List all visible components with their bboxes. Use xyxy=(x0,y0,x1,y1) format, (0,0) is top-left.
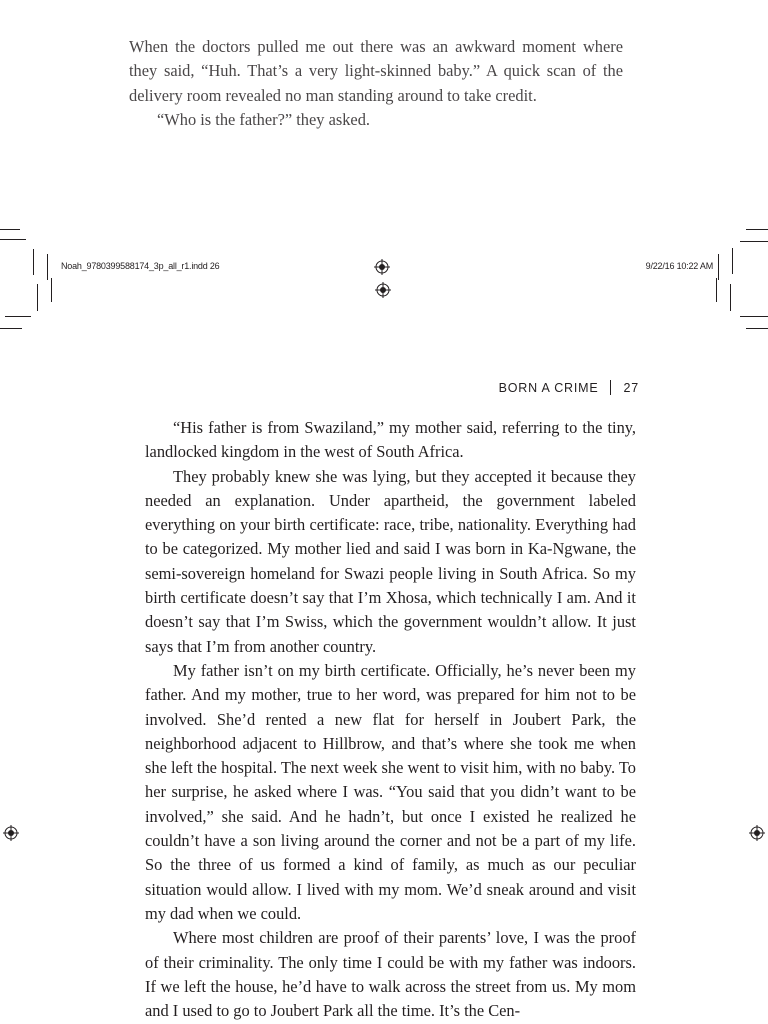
crop-mark xyxy=(718,254,719,280)
paragraph: “His father is from Swaziland,” my mother said, referring to the tiny, landlocked kingdom in the west of South Africa. xyxy=(145,418,636,462)
paragraph: When the doctors pulled me out there was an awkward moment where they said, “Huh. That’s a very light-skinned baby.” A quick scan of the delivery room revealed no man standing around to take credit. xyxy=(129,37,623,105)
crop-mark xyxy=(732,248,733,274)
crop-mark xyxy=(746,328,768,329)
book-title: BORN A CRIME xyxy=(498,381,599,395)
paragraph: They probably knew she was lying, but they accepted it because they needed an explanation. Under apartheid, the government labeled everything on your birth certificate: race, tribe, nationality. Everything had to be categorized. My mother lied and said I was born in Ka-Ngwane, the semi-sovereign homeland for Swazi people living in South Africa. So my birth certificate doesn’t say that I’m Xhosa, which technically I am. And it doesn’t say that I’m Swiss, which the government wouldn’t allow. It just says that I’m from another country. xyxy=(145,466,636,656)
crop-mark xyxy=(746,229,768,230)
running-head-divider xyxy=(610,380,611,395)
crop-mark xyxy=(0,229,20,230)
registration-mark-icon xyxy=(375,282,391,298)
slug-filename: Noah_9780399588174_3p_all_r1.indd 26 xyxy=(61,261,220,271)
registration-mark-icon xyxy=(374,259,390,275)
page-number: 27 xyxy=(623,381,639,395)
crop-mark xyxy=(0,239,26,240)
slug-datetime: 9/22/16 10:22 AM xyxy=(645,261,713,271)
crop-mark xyxy=(51,278,52,302)
crop-mark xyxy=(47,254,48,280)
crop-mark xyxy=(0,328,22,329)
crop-mark xyxy=(33,249,34,275)
paragraph: “Who is the father?” they asked. xyxy=(157,109,370,129)
page-body-text xyxy=(145,416,636,1023)
crop-mark xyxy=(740,241,768,242)
paragraph: My father isn’t on my birth certificate. Officially, he’s never been my father. And my mother, true to her word, was prepared for him not to be involved. She’d rented a new flat for herself in Joubert Park, the neighborhood adjacent to Hillbrow, and that’s where she took me when she left the hospital. The next week she went to visit him, with no baby. To her surprise, he asked where I was. “You said that you didn’t want to be involved,” she said. And he hadn’t, but once I existed he realized he couldn’t have a son living around the corner and not be a part of my life. So the three of us formed a kind of family, as much as our peculiar situation would allow. I lived with my mom. We’d sneak around and visit my dad when we could. xyxy=(145,660,636,923)
crop-mark xyxy=(37,284,38,311)
crop-mark xyxy=(5,316,31,317)
crop-mark xyxy=(716,278,717,302)
crop-mark xyxy=(740,316,768,317)
running-head xyxy=(498,380,639,395)
registration-mark-icon xyxy=(749,825,765,841)
paragraph: Where most children are proof of their parents’ love, I was the proof of their criminality. The only time I could be with my father was indoors. If we left the house, he’d have to walk across the street from us. My mom and I used to go to Joubert Park all the time. It’s the Cen- xyxy=(145,928,636,1021)
previous-page-text xyxy=(129,35,623,132)
crop-mark xyxy=(730,284,731,311)
registration-mark-icon xyxy=(3,825,19,841)
